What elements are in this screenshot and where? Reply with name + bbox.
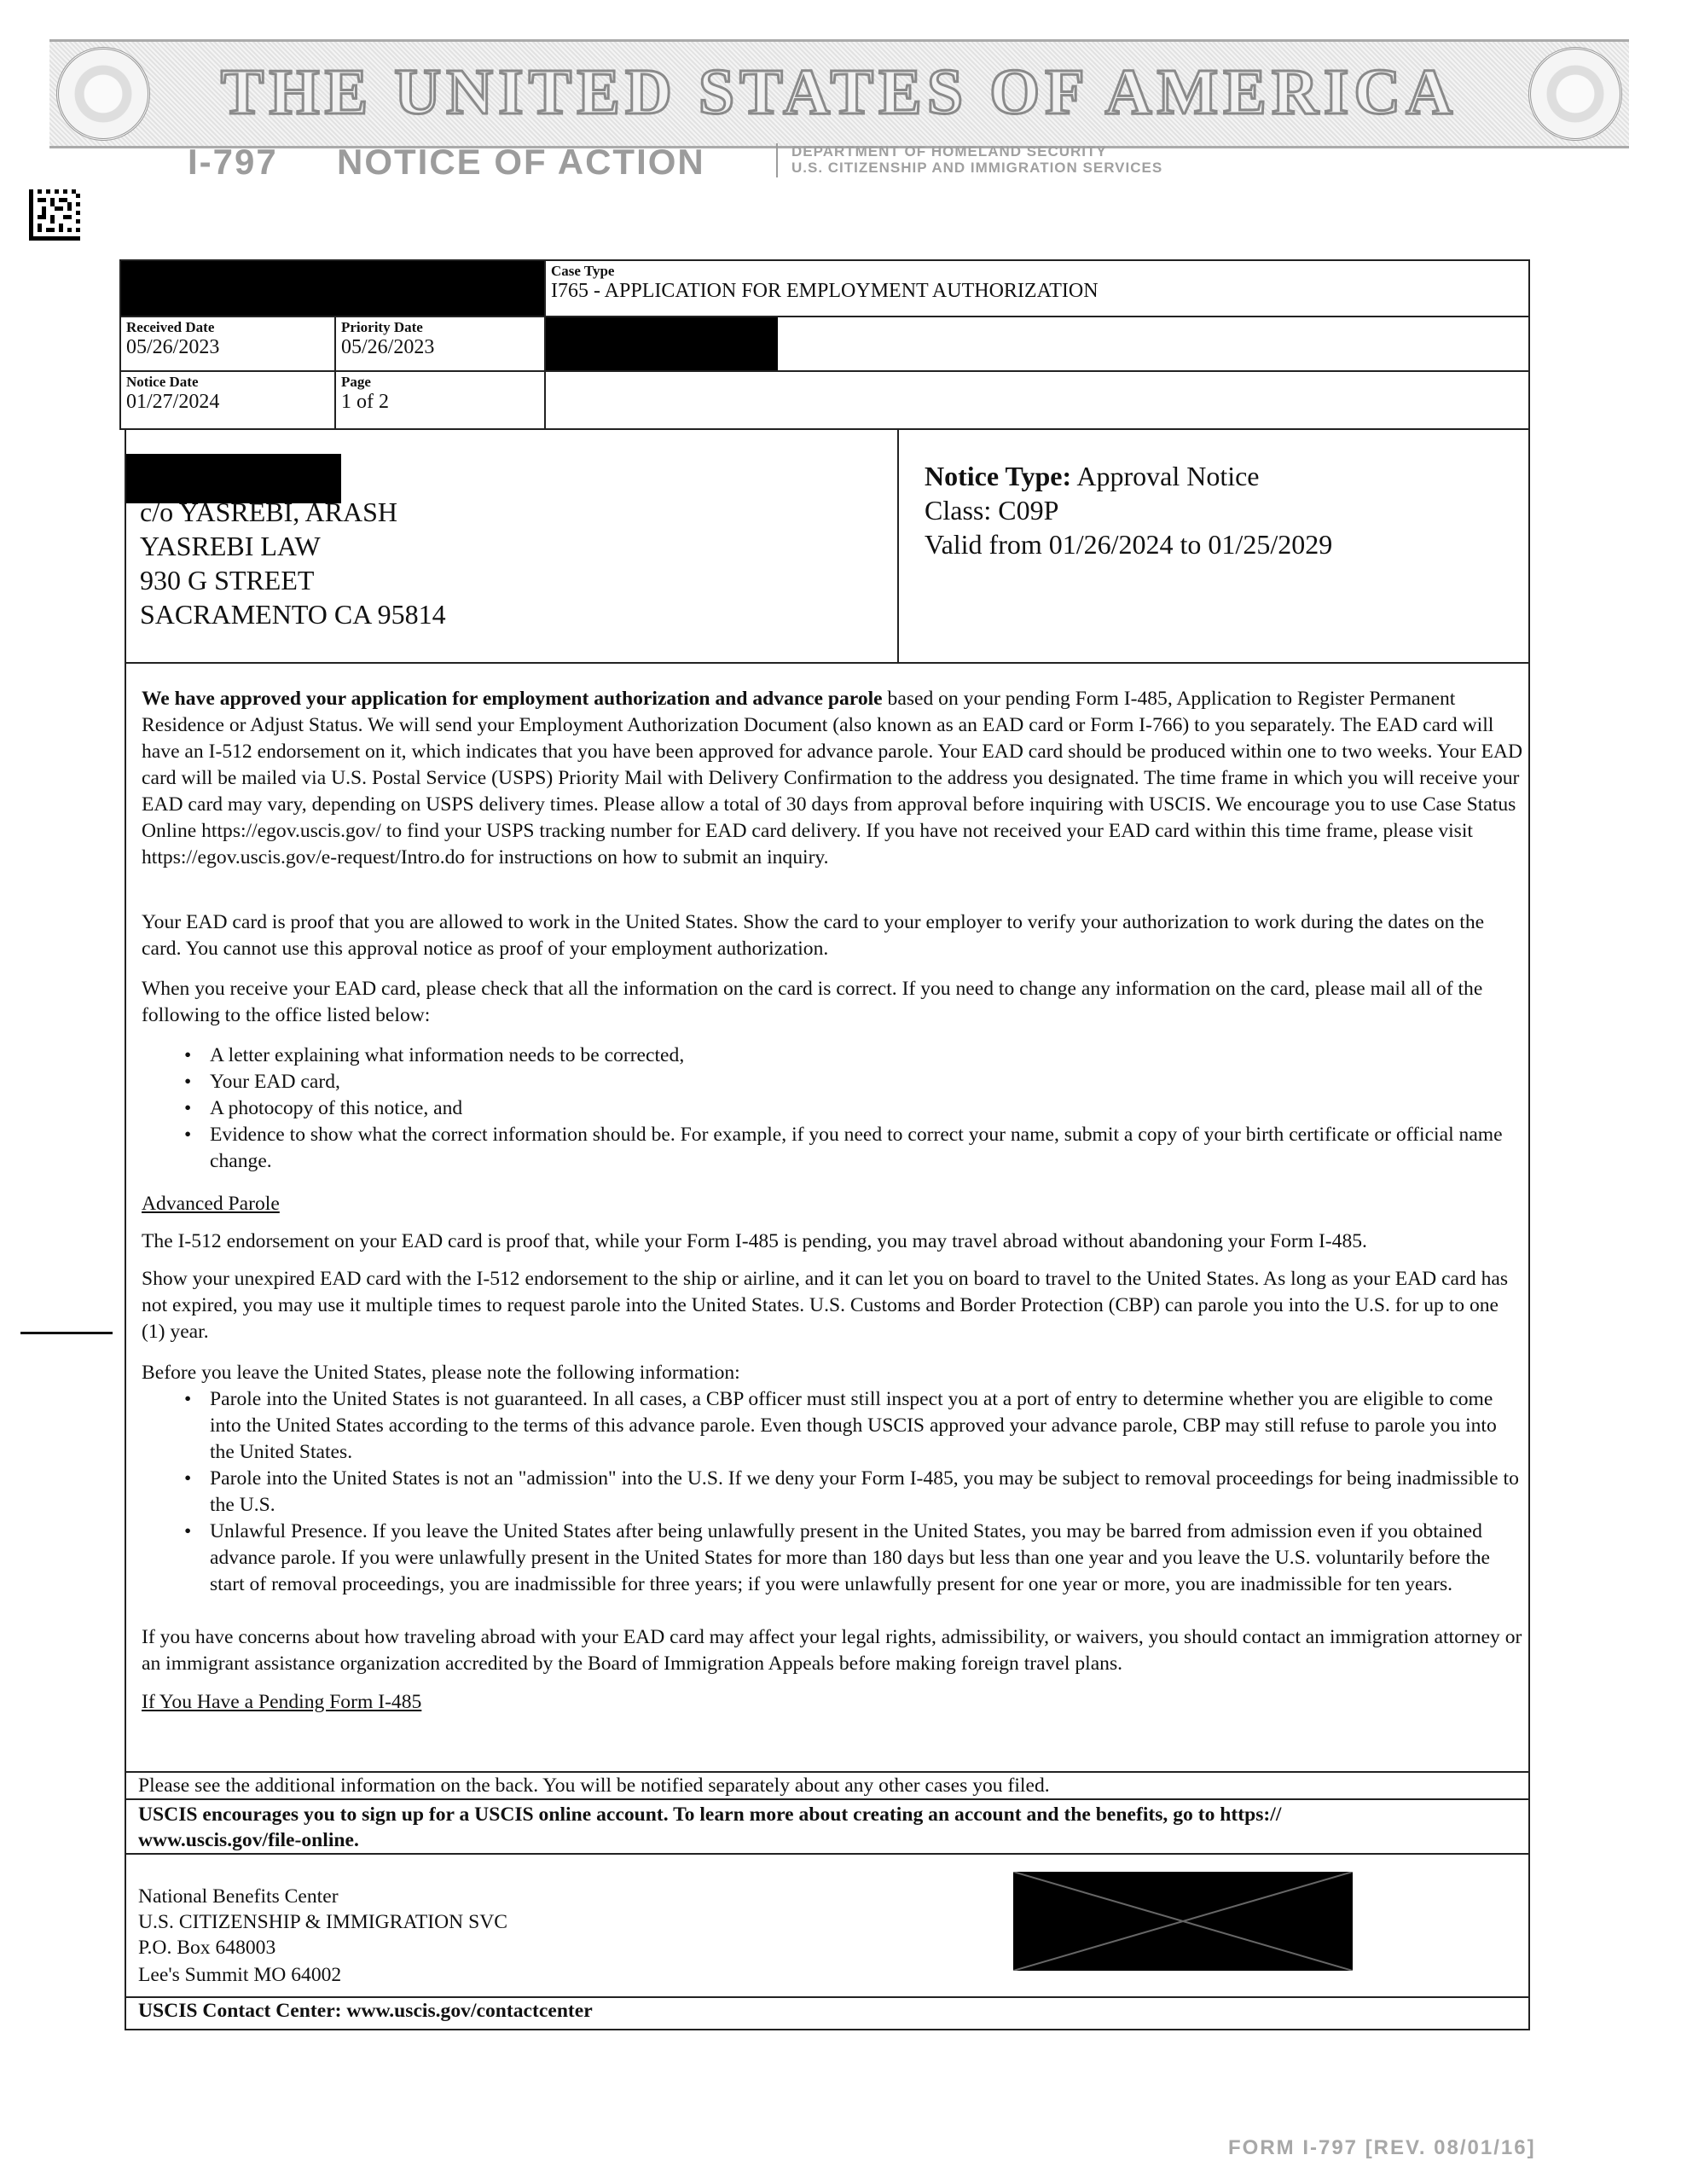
advanced-parole-heading: Advanced Parole [142,1193,280,1215]
notice-type-label: Notice Type: [925,461,1072,491]
address-line-3: 930 G STREET [140,565,315,595]
office-line-3: P.O. Box 648003 [138,1937,276,1959]
receipt-number-cell [119,259,546,317]
notice-date-cell [119,370,336,430]
list-item: • A photocopy of this notice, and [179,1095,1523,1122]
header-divider [776,143,778,177]
list-item: • Your EAD card, [179,1069,1523,1095]
divider [126,1996,1528,1998]
notice-type-line [925,461,1260,492]
redaction-block [121,261,544,316]
list-item: • A letter explaining what information needs to be corrected, [179,1043,1523,1069]
banner-title: THE UNITED STATES OF AMERICA [220,56,1458,128]
office-line-1: National Benefits Center [138,1885,339,1908]
page-label: Page [341,374,371,390]
received-date-value: 05/26/2023 [126,336,220,358]
office-line-2: U.S. CITIZENSHIP & IMMIGRATION SVC [138,1911,508,1933]
notice-title: NOTICE OF ACTION [337,142,705,182]
beneficiary-cell [544,316,1530,372]
pending-i485-heading: If You Have a Pending Form I-485 [142,1691,422,1713]
office-box [125,1853,1530,2030]
form-revision: FORM I-797 [REV. 08/01/16] [1228,2136,1536,2159]
notice-type-box [897,428,1530,664]
redacted-barcode [1013,1872,1353,1971]
parole-info-list [179,1386,1523,1598]
concerns-paragraph: If you have concerns about how traveling abroad with your EAD card may affect your legal rights, admissibility, or waivers, you should contact an immigration attorney or an immigrant assistance organization accredited by the Board of Immigration Appeals before making foreign travel plans. [142,1626,1522,1675]
ead-proof-paragraph: Your EAD card is proof that you are allowed to work in the United States. Show the card to your employer to verify your authorization to work during the dates on the card. You cannot use this approval notice as proof of your employment authorization. [142,911,1485,960]
page-value: 1 of 2 [341,391,389,413]
address-line-4: SACRAMENTO CA 95814 [140,599,446,630]
department-line-2: U.S. CITIZENSHIP AND IMMIGRATION SERVICES [791,160,1163,176]
online-account-text: USCIS encourages you to sign up for a USCIS online account. To learn more about creating an account and the benefits, go to https:// www.uscis.gov/file-online. [138,1804,1282,1851]
banner [49,39,1629,148]
case-type-cell [544,259,1530,317]
notice-header [188,142,1638,181]
notice-type-value: Approval Notice [1076,461,1260,491]
rosette-right-icon [1528,47,1622,141]
barcode-icon [29,189,80,241]
notice-date-label: Notice Date [126,374,199,390]
i512-paragraph: The I-512 endorsement on your EAD card is proof that, while your Form I-485 is pending, you may travel abroad without abandoning your Form I-485. [142,1230,1367,1252]
department-name [791,143,1162,176]
travel-paragraph: Show your unexpired EAD card with the I-512 endorsement to the ship or airline, and it can let you on board to travel to the United States. As long as your EAD card has not expired, you may use it multiple times to request parole into the United States. U.S. Customs and Border Protection (CBP) can parole you into the U.S. for up to one (1) year. [142,1268,1509,1343]
address-line-1: c/o YASREBI, ARASH [140,497,397,527]
redaction-block [546,317,778,370]
validity-line: Valid from 01/26/2024 to 01/25/2029 [925,529,1333,560]
list-item: • Evidence to show what the correct information should be. For example, if you need to correct your name, submit a copy of your birth certificate or official name change. [179,1122,1523,1175]
approval-paragraph [142,686,1523,871]
class-line: Class: C09P [925,495,1059,526]
address-line-2: YASREBI LAW [140,531,321,561]
additional-info-text: Please see the additional information on the back. You will be notified separately about any other cases you filed. [138,1774,1050,1797]
contact-center-text: USCIS Contact Center: www.uscis.gov/contactcenter [138,2000,593,2022]
list-item: • Unlawful Presence. If you leave the United States after being unlawfully present in the United States, you may be barred from admission even if you obtained advance parole. If you were unlawfully present in the United States for more than 180 days but less than one year and you leave the U.S. voluntarily before the start of removal proceedings, you are inadmissible for three years; if you were unlawfully present for one year or more, you are inadmissible for ten years. [179,1519,1523,1598]
before-leave-paragraph: Before you leave the United States, please note the following information: [142,1362,740,1384]
additional-info-box [125,1771,1530,1800]
correction-paragraph: When you receive your EAD card, please check that all the information on the card is correct. If you need to change any information on the card, please mail all of the following to the office listed below: [142,978,1483,1026]
notice-date-value: 01/27/2024 [126,391,220,413]
approval-paragraph-text: based on your pending Form I-485, Application to Register Permanent Residence or Adjust Status. We will send your Employment Authorization Document (also known as an EAD card or Form I-766) to you separately. The EAD card will have an I-512 endorsement on it, which indicates that you have been approved for advance parole. Your EAD card should be produced within one to two weeks. Your EAD card will be mailed via U.S. Postal Service (USPS) Priority Mail with Delivery Confirmation to the address you designated. The time frame in which you will receive your EAD card may vary, depending on USPS delivery times. Please allow a total of 30 days from approval before inquiring with USCIS. We encourage you to use Case Status Online https://egov.uscis.gov/ to find your USPS tracking number for EAD card delivery. If you have not received your EAD card within this time frame, please visit https://egov.uscis.gov/e-request/Intro.do for instructions on how to submit an inquiry. [142,688,1523,868]
department-line-1: DEPARTMENT OF HOMELAND SECURITY [791,143,1107,160]
mailing-address-box [125,428,899,664]
priority-date-label: Priority Date [341,319,423,335]
form-number: I-797 [188,142,278,182]
received-date-cell [119,316,336,372]
list-item: • Parole into the United States is not an "admission" into the U.S. If we deny your Form I-485, you may be subject to removal proceedings for being inadmissible to the U.S. [179,1466,1523,1519]
blank-cell [544,370,1530,430]
list-item: • Parole into the United States is not guaranteed. In all cases, a CBP officer must still inspect you at a port of entry to determine whether you are eligible to come into the United States according to the terms of this advance parole. Even though USCIS approved your advance parole, CBP may still refuse to parole you into the United States. [179,1386,1523,1466]
correction-list [179,1043,1523,1175]
online-account-box [125,1798,1530,1855]
case-type-value: I765 - APPLICATION FOR EMPLOYMENT AUTHORIZATION [551,280,1099,302]
priority-date-cell [334,316,546,372]
case-type-label: Case Type [551,263,615,279]
received-date-label: Received Date [126,319,215,335]
margin-mark [20,1332,113,1334]
approval-paragraph-bold: We have approved your application for employment authorization and advance parole [142,688,883,710]
page-cell [334,370,546,430]
priority-date-value: 05/26/2023 [341,336,435,358]
office-line-4: Lee's Summit MO 64002 [138,1964,342,1986]
